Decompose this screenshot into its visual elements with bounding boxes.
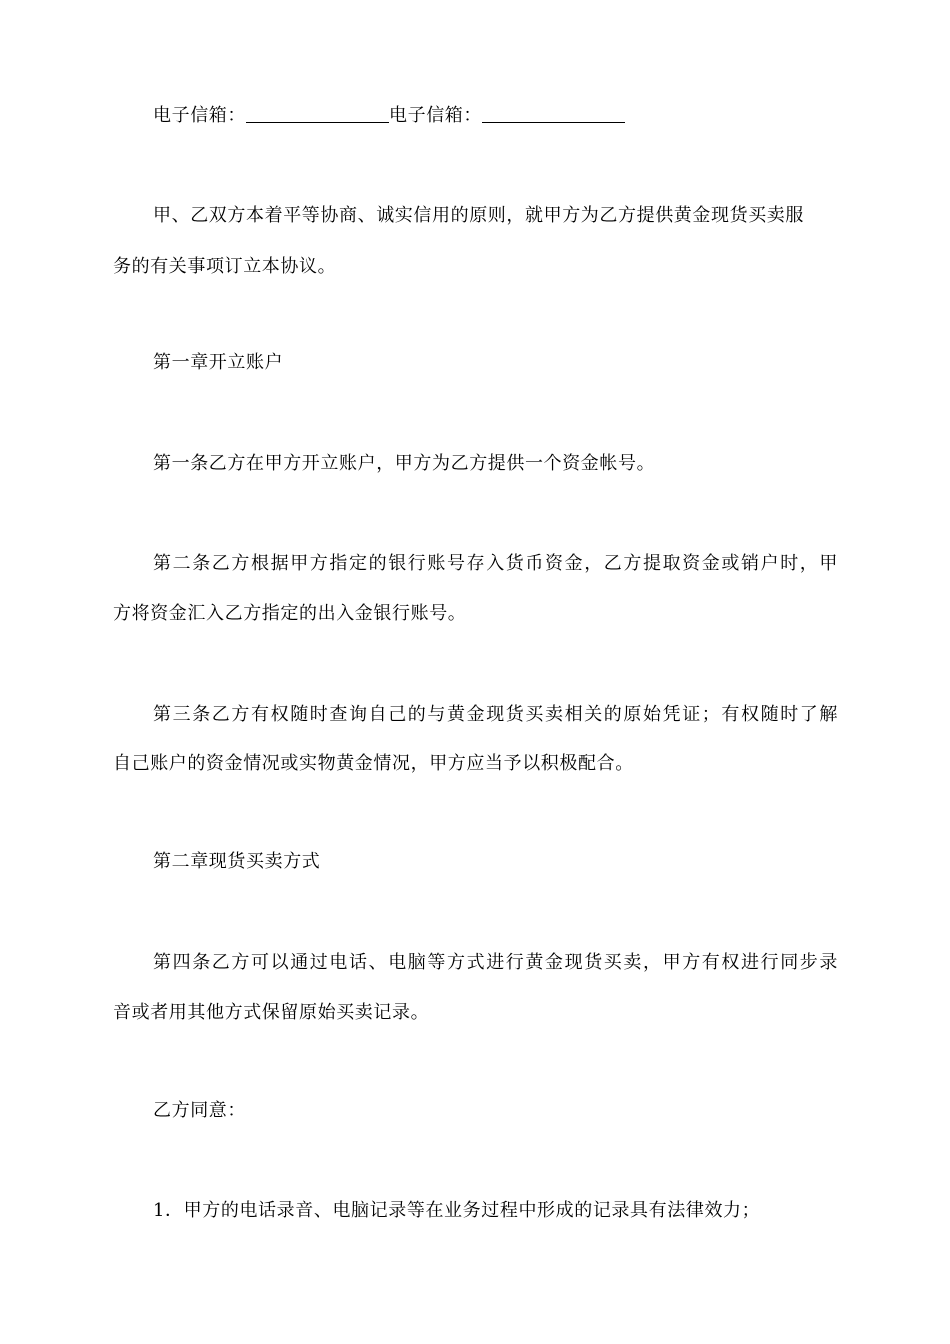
consent-label: 乙方同意： bbox=[153, 1100, 246, 1121]
email-label-party-a: 电子信箱： bbox=[153, 105, 246, 126]
article-2-line-1: 第二条乙方根据甲方指定的银行账号存入货币资金，乙方提取资金或销户时，甲 bbox=[153, 553, 838, 574]
article-2-line-2: 方将资金汇入乙方指定的出入金银行账号。 bbox=[113, 603, 467, 624]
email-blank-party-b[interactable] bbox=[482, 104, 625, 123]
chapter-2-title: 第二章现货买卖方式 bbox=[153, 851, 321, 872]
article-3-line-1: 第三条乙方有权随时查询自己的与黄金现货买卖相关的原始凭证；有权随时了解 bbox=[153, 704, 838, 725]
chapter-1-title: 第一章开立账户 bbox=[153, 352, 284, 373]
article-4-line-2: 音或者用其他方式保留原始买卖记录。 bbox=[113, 1002, 430, 1023]
email-line bbox=[153, 103, 878, 129]
list-item: 1．甲方的电话录音、电脑记录等在业务过程中形成的记录具有法律效力； bbox=[153, 1200, 761, 1221]
intro-line-1: 甲、乙双方本着平等协商、诚实信用的原则，就甲方为乙方提供黄金现货买卖服 bbox=[153, 205, 804, 226]
email-label-party-b: 电子信箱： bbox=[389, 105, 482, 126]
article-4-line-1: 第四条乙方可以通过电话、电脑等方式进行黄金现货买卖，甲方有权进行同步录 bbox=[153, 952, 838, 973]
article-3-line-2: 自己账户的资金情况或实物黄金情况，甲方应当予以积极配合。 bbox=[113, 753, 634, 774]
email-blank-party-a[interactable] bbox=[246, 104, 389, 123]
intro-line-2: 务的有关事项订立本协议。 bbox=[113, 256, 337, 277]
article-1-line-1: 第一条乙方在甲方开立账户，甲方为乙方提供一个资金帐号。 bbox=[153, 453, 656, 474]
